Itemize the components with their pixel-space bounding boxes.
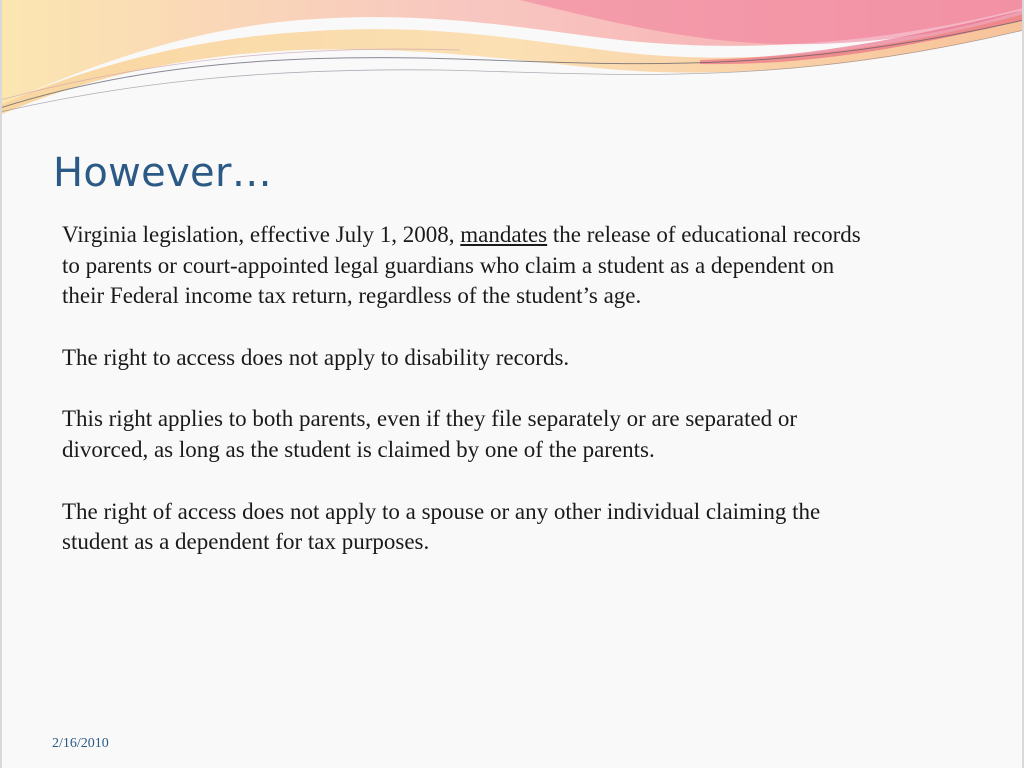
- legislation-text-start: Virginia legislation, effective July 1, 2008,: [62, 222, 461, 247]
- decorative-wave-header: [0, 0, 1024, 130]
- paragraph-both-parents: This right applies to both parents, even if they file separately or are separated or divorced, as long as the student is claimed by one of the parents.: [62, 406, 798, 462]
- legislation-text-end: the release of educational records to parents or court-appointed legal guardians who claim a student as a dependent on their Federal income tax return, regardless of the student’s age.: [62, 222, 861, 309]
- paragraph-legislation: [62, 220, 862, 312]
- slide-body: [62, 220, 862, 558]
- paragraph-spouse: The right of access does not apply to a spouse or any other individual claiming the student as a dependent for tax purposes.: [62, 498, 821, 555]
- slide-border-left: [0, 0, 2, 768]
- footer-date: 2/16/2010: [52, 736, 109, 751]
- paragraph-disability: The right to access does not apply to disability records.: [62, 344, 570, 370]
- slide-title: However…: [53, 150, 273, 196]
- mandates-emphasis: mandates: [460, 222, 548, 247]
